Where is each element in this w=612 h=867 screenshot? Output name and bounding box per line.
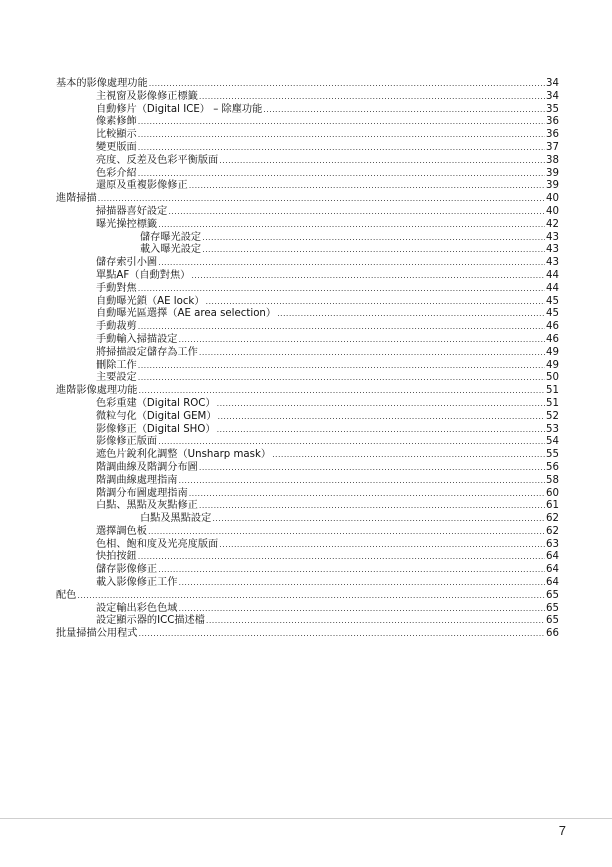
toc-entry-page: 40 <box>546 205 559 217</box>
toc-entry-title: 曝光操控標籤 <box>96 218 158 230</box>
toc-dot-leader <box>202 232 545 245</box>
footer-divider <box>0 818 612 819</box>
toc-entry[interactable] <box>56 321 559 334</box>
toc-dot-leader <box>199 500 545 513</box>
page-number: 7 <box>558 823 566 838</box>
toc-dot-leader <box>168 206 545 219</box>
toc-entry-page: 43 <box>546 257 559 269</box>
toc-entry-page: 34 <box>546 78 559 89</box>
toc-entry-page: 45 <box>546 295 559 307</box>
toc-entry-title: 白點及黑點設定 <box>140 513 212 525</box>
toc-entry[interactable] <box>56 539 559 552</box>
toc-dot-leader <box>179 577 546 590</box>
toc-entry-page: 53 <box>546 423 559 435</box>
toc-entry[interactable] <box>56 232 559 245</box>
toc-dot-leader <box>191 270 545 283</box>
toc-entry-title: 影像修正版面 <box>96 436 158 448</box>
toc-entry[interactable] <box>56 257 559 270</box>
toc-entry-title: 進階影像處理功能 <box>56 385 138 397</box>
toc-entry-title: 色相、飽和度及光亮度版面 <box>96 538 219 550</box>
toc-entry-title: 自動曝光區選擇（AE area selection） <box>96 308 277 320</box>
toc-entry-title: 配色 <box>56 589 77 601</box>
toc-entry-title: 設定輸出彩色色域 <box>96 602 178 614</box>
toc-dot-leader <box>138 116 545 129</box>
toc-entry[interactable] <box>56 347 559 360</box>
toc-entry-page: 42 <box>546 218 559 230</box>
toc-entry-title: 階調曲線及階調分布圖 <box>96 461 198 473</box>
toc-dot-leader <box>199 462 545 475</box>
toc-entry-page: 64 <box>546 551 559 563</box>
toc-dot-leader <box>138 142 545 155</box>
toc-entry-title: 自動曝光鎖（AE lock） <box>96 295 205 307</box>
toc-entry[interactable] <box>56 155 559 168</box>
toc-entry-page: 36 <box>546 129 559 141</box>
toc-entry-page: 51 <box>546 397 559 409</box>
toc-entry[interactable] <box>56 116 559 129</box>
toc-entry-title: 階調曲線處理指南 <box>96 474 178 486</box>
toc-entry[interactable] <box>56 193 559 206</box>
toc-entry-title: 微粒勻化（Digital GEM） <box>96 410 217 422</box>
toc-entry-page: 50 <box>546 372 559 384</box>
toc-entry[interactable] <box>56 129 559 142</box>
toc-dot-leader <box>179 334 546 347</box>
toc-dot-leader <box>138 372 545 385</box>
toc-entry-page: 46 <box>546 321 559 333</box>
toc-entry-title: 色彩重建（Digital ROC） <box>96 397 216 409</box>
toc-entry-page: 58 <box>546 474 559 486</box>
toc-entry-page: 36 <box>546 116 559 128</box>
toc-entry-title: 自動修片（Digital ICE） – 除塵功能 <box>96 103 263 115</box>
toc-dot-leader <box>158 564 545 577</box>
toc-entry-page: 56 <box>546 461 559 473</box>
toc-entry[interactable] <box>56 628 559 641</box>
toc-dot-leader <box>277 308 545 321</box>
toc-entry-title: 單點AF（自動對焦） <box>96 269 191 281</box>
toc-dot-leader <box>138 551 545 564</box>
toc-entry[interactable] <box>56 488 559 501</box>
toc-entry-page: 34 <box>546 90 559 102</box>
toc-dot-leader <box>206 296 546 309</box>
toc-entry-title: 色彩介紹 <box>96 167 137 179</box>
toc-dot-leader <box>149 78 545 91</box>
toc-entry[interactable] <box>56 168 559 181</box>
toc-entry-page: 62 <box>546 513 559 525</box>
toc-entry-title: 階調分布圖處理指南 <box>96 487 188 499</box>
toc-entry-title: 載入影像修正工作 <box>96 577 178 589</box>
toc-entry-page: 43 <box>546 244 559 256</box>
toc-entry[interactable] <box>56 78 559 91</box>
toc-dot-leader <box>199 91 545 104</box>
toc-dot-leader <box>138 360 545 373</box>
toc-entry-title: 主視窗及影像修正標籤 <box>96 90 198 102</box>
toc-dot-leader <box>179 603 546 616</box>
toc-dot-leader <box>217 424 545 437</box>
toc-dot-leader <box>148 526 545 539</box>
toc-entry-page: 60 <box>546 487 559 499</box>
toc-dot-leader <box>202 244 545 257</box>
toc-dot-leader <box>189 180 545 193</box>
toc-entry-title: 進階掃描 <box>56 193 97 205</box>
toc-entry[interactable] <box>56 360 559 373</box>
toc-entry-page: 44 <box>546 282 559 294</box>
toc-entry-title: 手動裁剪 <box>96 321 137 333</box>
toc-entry[interactable] <box>56 590 559 603</box>
toc-dot-leader <box>272 449 545 462</box>
toc-entry-title: 刪除工作 <box>96 359 137 371</box>
toc-entry-title: 亮度、反差及色彩平衡版面 <box>96 154 219 166</box>
toc-entry[interactable] <box>56 283 559 296</box>
toc-entry[interactable] <box>56 424 559 437</box>
toc-entry-title: 基本的影像處理功能 <box>56 78 148 89</box>
toc-entry-title: 像素修飾 <box>96 116 137 128</box>
toc-entry-title: 載入曝光設定 <box>140 244 202 256</box>
toc-dot-leader <box>179 475 546 488</box>
toc-dot-leader <box>217 398 545 411</box>
toc-entry-page: 65 <box>546 589 559 601</box>
toc-entry[interactable] <box>56 449 559 462</box>
toc-entry-page: 40 <box>546 193 559 205</box>
toc-entry-title: 快拍按鈕 <box>96 551 137 563</box>
toc-entry-page: 49 <box>546 346 559 358</box>
toc-entry-page: 64 <box>546 577 559 589</box>
toc-entry-page: 65 <box>546 615 559 627</box>
toc-dot-leader <box>98 193 545 206</box>
toc-entry[interactable] <box>56 142 559 155</box>
toc-entry-title: 變更版面 <box>96 141 137 153</box>
toc-entry[interactable] <box>56 206 559 219</box>
toc-entry[interactable] <box>56 462 559 475</box>
toc-entry-page: 51 <box>546 385 559 397</box>
toc-dot-leader <box>219 539 545 552</box>
toc-dot-leader <box>138 129 545 142</box>
toc-entry-title: 手動輸入掃描設定 <box>96 333 178 345</box>
toc-entry[interactable] <box>56 603 559 616</box>
toc-entry[interactable] <box>56 615 559 628</box>
toc-entry-page: 37 <box>546 141 559 153</box>
toc-entry[interactable] <box>56 551 559 564</box>
toc-entry-title: 設定顯示器的ICC描述檔 <box>96 615 205 627</box>
toc-entry[interactable] <box>56 372 559 385</box>
toc-entry[interactable] <box>56 180 559 193</box>
toc-entry-page: 49 <box>546 359 559 371</box>
toc-dot-leader <box>206 615 545 628</box>
toc-entry-page: 46 <box>546 333 559 345</box>
toc-entry[interactable] <box>56 296 559 309</box>
toc-entry-page: 66 <box>546 628 559 640</box>
toc-entry-title: 儲存曝光設定 <box>140 231 202 243</box>
toc-dot-leader <box>212 513 545 526</box>
toc-dot-leader <box>263 104 545 117</box>
toc-dot-leader <box>158 219 545 232</box>
table-of-contents <box>56 78 559 641</box>
toc-entry[interactable] <box>56 411 559 424</box>
toc-entry-page: 38 <box>546 154 559 166</box>
toc-entry-page: 54 <box>546 436 559 448</box>
toc-dot-leader <box>199 347 545 360</box>
toc-entry-title: 手動對焦 <box>96 282 137 294</box>
toc-entry-title: 比較顯示 <box>96 129 137 141</box>
toc-entry-title: 白點、黑點及灰點修正 <box>96 500 198 512</box>
toc-entry[interactable] <box>56 398 559 411</box>
toc-entry-title: 批量掃描公用程式 <box>56 628 138 640</box>
toc-entry-page: 35 <box>546 103 559 115</box>
toc-entry[interactable] <box>56 500 559 513</box>
toc-entry-title: 儲存索引小圖 <box>96 257 158 269</box>
toc-dot-leader <box>158 436 545 449</box>
toc-entry-page: 61 <box>546 500 559 512</box>
toc-entry-page: 39 <box>546 180 559 192</box>
toc-dot-leader <box>77 590 545 603</box>
toc-entry[interactable] <box>56 104 559 117</box>
toc-entry-title: 還原及重複影像修正 <box>96 180 188 192</box>
toc-entry-page: 39 <box>546 167 559 179</box>
toc-dot-leader <box>219 155 545 168</box>
toc-entry[interactable] <box>56 526 559 539</box>
toc-entry[interactable] <box>56 475 559 488</box>
toc-entry-title: 選擇調色板 <box>96 525 147 537</box>
toc-entry-page: 45 <box>546 308 559 320</box>
toc-dot-leader <box>138 168 545 181</box>
toc-entry-title: 儲存影像修正 <box>96 564 158 576</box>
toc-dot-leader <box>139 385 546 398</box>
toc-entry[interactable] <box>56 308 559 321</box>
toc-entry[interactable] <box>56 564 559 577</box>
toc-dot-leader <box>139 628 546 641</box>
toc-dot-leader <box>158 257 545 270</box>
toc-entry-page: 64 <box>546 564 559 576</box>
toc-entry[interactable] <box>56 219 559 232</box>
toc-entry-page: 62 <box>546 525 559 537</box>
toc-dot-leader <box>138 321 545 334</box>
toc-entry-title: 將掃描設定儲存為工作 <box>96 346 198 358</box>
toc-entry-page: 63 <box>546 538 559 550</box>
toc-dot-leader <box>138 283 545 296</box>
toc-entry[interactable] <box>56 436 559 449</box>
toc-entry[interactable] <box>56 334 559 347</box>
toc-entry[interactable] <box>56 513 559 526</box>
toc-entry-title: 主要設定 <box>96 372 137 384</box>
toc-entry-page: 65 <box>546 602 559 614</box>
toc-entry[interactable] <box>56 577 559 590</box>
toc-entry-page: 52 <box>546 410 559 422</box>
toc-entry-page: 43 <box>546 231 559 243</box>
toc-entry-title: 影像修正（Digital SHO） <box>96 423 216 435</box>
toc-dot-leader <box>189 488 545 501</box>
toc-dot-leader <box>218 411 546 424</box>
toc-entry[interactable] <box>56 91 559 104</box>
toc-entry-page: 44 <box>546 269 559 281</box>
toc-entry-title: 掃描器喜好設定 <box>96 205 168 217</box>
toc-entry[interactable] <box>56 244 559 257</box>
toc-entry-title: 遮色片銳利化調整（Unsharp mask） <box>96 449 272 461</box>
toc-entry[interactable] <box>56 270 559 283</box>
toc-entry[interactable] <box>56 385 559 398</box>
toc-entry-page: 55 <box>546 449 559 461</box>
